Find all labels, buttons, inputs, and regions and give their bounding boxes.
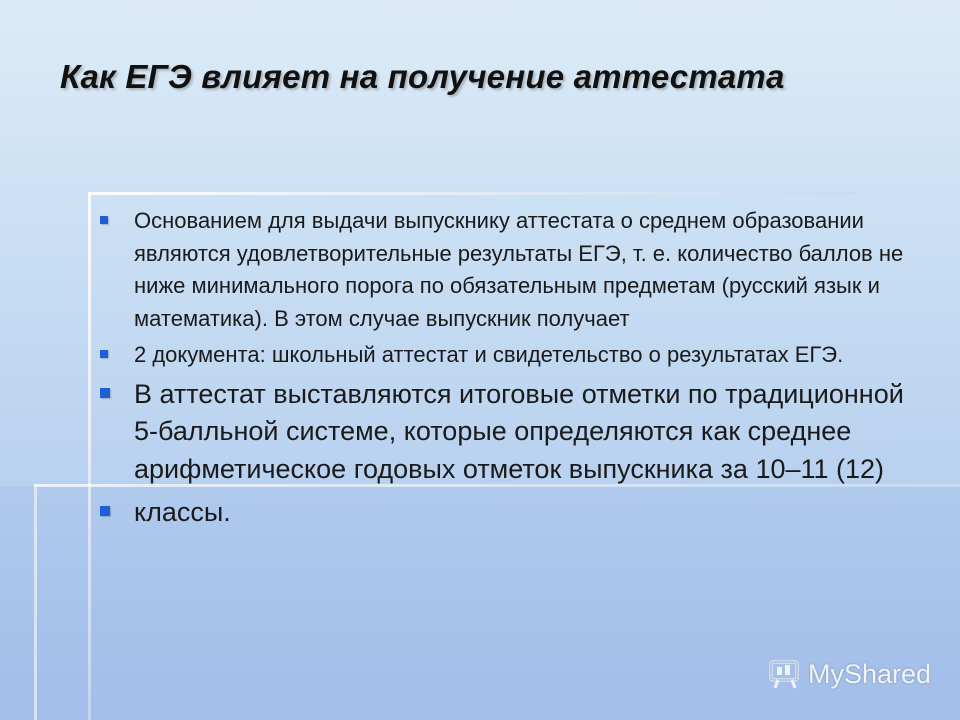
myshared-logo-icon xyxy=(768,657,802,691)
slide-title: Как ЕГЭ влияет на получение аттестата xyxy=(60,58,785,95)
bullet-square-icon xyxy=(100,350,108,358)
bullet-text: 2 документа: школьный аттестат и свидетельство о результатах ЕГЭ. xyxy=(134,342,844,367)
bullet-item xyxy=(100,205,920,335)
decorative-line xyxy=(34,484,37,720)
bullet-square-icon xyxy=(100,216,108,224)
bullet-item xyxy=(100,339,920,372)
decorative-line xyxy=(88,192,856,195)
watermark-text: MyShared xyxy=(808,658,932,689)
decorative-line xyxy=(88,192,91,720)
bullet-text: В аттестат выставляются итоговые отметки по традиционной 5-балльной системе, которые определяются как среднее арифметическое годовых отметок выпускника за 10–11 (12) xyxy=(134,378,904,484)
bullet-square-icon xyxy=(100,506,110,516)
bullet-square-icon xyxy=(100,388,110,398)
bullet-item xyxy=(100,376,920,489)
bullet-text: классы. xyxy=(134,497,231,527)
bullet-item xyxy=(100,494,920,532)
bullet-text: Основанием для выдачи выпускнику аттестата о среднем образовании являются удовлетворительные результаты ЕГЭ, т. е. количество баллов не ниже минимального порога по обязательным предметам (русский язык и математика). В этом случае выпускник получает xyxy=(134,208,904,331)
watermark[interactable] xyxy=(768,656,931,692)
bullet-list xyxy=(100,205,920,538)
